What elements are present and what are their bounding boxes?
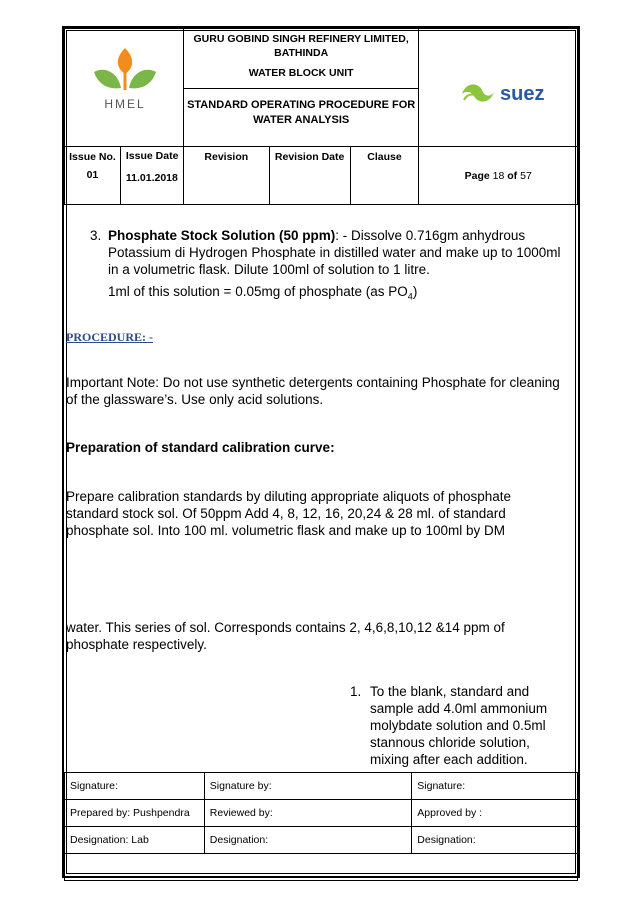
page-of: of [507, 169, 518, 182]
procedure-heading: PROCEDURE: - [66, 330, 153, 344]
revision-date-label: Revision Date [274, 151, 345, 163]
designation-1: Designation: Lab [65, 827, 205, 854]
sop-title: STANDARD OPERATING PROCEDURE FOR WATER ANALYSIS [183, 89, 419, 147]
item-3-text: : - Dissolve 0.716gm anhydrous Potassium di Hydrogen Phosphate in distilled water and make up to 1000ml in a volumetric flask. Dilute 100ml of solution to 1 litre. [108, 228, 561, 277]
reviewed-by: Reviewed by: [204, 800, 412, 827]
issue-no-label: Issue No. [69, 151, 116, 163]
prepared-by: Prepared by: Pushpendra [65, 800, 205, 827]
footer-empty-row [65, 854, 578, 881]
hmel-leaf-left-icon [94, 70, 121, 89]
issue-no-value: 01 [86, 169, 99, 181]
important-note: Important Note: Do not use synthetic detergents containing Phosphate for cleaning of the glassware’s. Use only acid solutions. [66, 375, 560, 407]
company-cell [183, 29, 419, 89]
page-number-cell [419, 147, 578, 205]
continued-text: water. This series of sol. Corresponds contains 2, 4,6,8,10,12 &14 ppm of phosphate respectively. [66, 620, 505, 652]
signature-by: Signature by: [204, 773, 412, 800]
hmel-flame-icon [118, 48, 132, 74]
revision-label: Revision [204, 151, 249, 163]
signature-3: Signature: [412, 773, 578, 800]
item-3-note-prefix: 1ml of this solution = 0.05mg of phosphate (as PO [108, 284, 408, 299]
step-1-number: 1. [350, 684, 362, 699]
item-3-number: 3. [90, 228, 102, 243]
suez-logo [460, 78, 570, 108]
hmel-leaf-right-icon [129, 70, 156, 89]
page-total: 57 [520, 169, 532, 182]
item-3-note [108, 283, 568, 306]
item-3-title: Phosphate Stock Solution (50 ppm) [108, 228, 336, 243]
step-1-text: To the blank, standard and sample add 4.0ml ammonium molybdate solution and 0.5ml stannous chloride solution, mixing after each addition. [370, 684, 548, 767]
item-3-paragraph [108, 227, 568, 278]
item-3-note-suffix: ) [412, 284, 418, 299]
issue-date-value: 11.01.2018 [125, 172, 178, 184]
issue-no-cell [65, 147, 121, 205]
signature-table [64, 772, 578, 881]
issue-date-cell [120, 147, 183, 205]
suez-wave-icon [462, 84, 494, 101]
approved-by: Approved by : [412, 800, 578, 827]
clause-cell [350, 147, 419, 205]
suez-logo-text: suez [500, 83, 545, 105]
page-word: Page [464, 169, 490, 182]
hmel-logo [90, 44, 160, 114]
hmel-logo-text: HMEL [104, 97, 146, 111]
item-3-note-sub: 4 [407, 291, 413, 302]
designation-3: Designation: [412, 827, 578, 854]
revision-date-cell [269, 147, 350, 205]
designation-2: Designation: [204, 827, 412, 854]
company-name: GURU GOBIND SINGH REFINERY LIMITED, BATHINDA [193, 33, 409, 59]
signature-1: Signature: [65, 773, 205, 800]
clause-label: Clause [367, 151, 402, 163]
calibration-text: Prepare calibration standards by diluting appropriate aliquots of phosphate standard stock sol. Of 50ppm Add 4, 8, 12, 16, 20,24 & 28 ml. of standard phosphate sol. Into 100 ml. volumetric flask and make up to 100ml by DM [66, 489, 512, 538]
issue-date-label: Issue Date [125, 150, 179, 162]
unit-name: WATER BLOCK UNIT [248, 67, 354, 79]
page-current: 18 [492, 169, 505, 182]
revision-cell [183, 147, 269, 205]
calibration-heading: Preparation of standard calibration curve: [66, 440, 335, 455]
